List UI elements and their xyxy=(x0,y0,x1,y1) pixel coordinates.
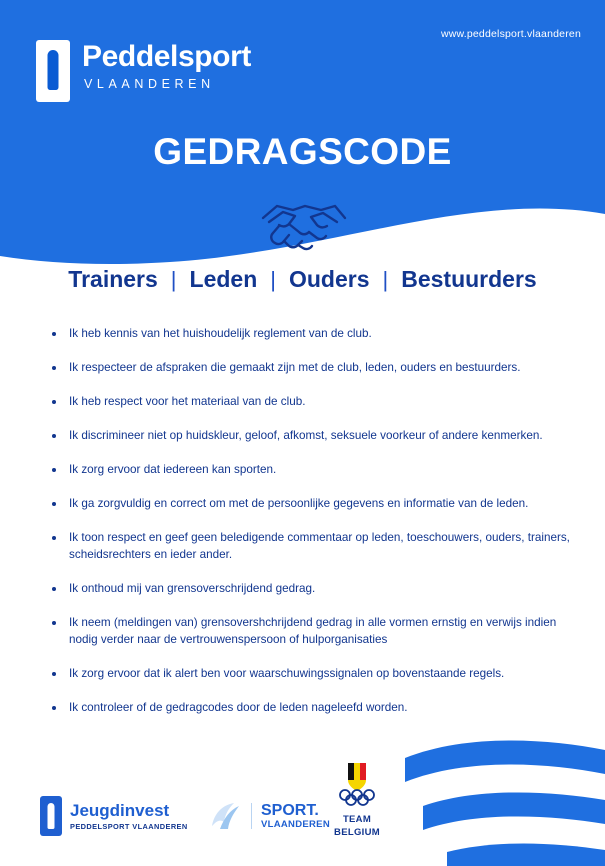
bullet-icon xyxy=(52,587,56,591)
rule-text: Ik onthoud mij van grensoverschrijdend gedrag. xyxy=(69,582,316,595)
sport-name: SPORT. xyxy=(261,801,319,819)
logo-region: VLAANDEREN xyxy=(84,77,215,91)
rule-text: Ik respecteer de afspraken die gemaakt zijn met de club, leden, ouders en bestuurders. xyxy=(69,361,521,374)
rule-text: Ik neem (meldingen van) grensovershchrijdend gedrag in alle vormen ernstig en verwijs indien nodig verder naar de vertrouwenspersoon of hulporganisaties xyxy=(69,616,557,646)
list-item xyxy=(44,529,574,563)
team-belgium-line1: TEAM xyxy=(342,814,372,825)
list-item xyxy=(44,461,574,478)
audience-item-trainers: Trainers xyxy=(68,266,158,292)
bullet-icon xyxy=(52,332,56,336)
list-item xyxy=(44,580,574,597)
list-item xyxy=(44,427,574,444)
bullet-icon xyxy=(52,621,56,625)
rule-text: Ik ga zorgvuldig en correct om met de persoonlijke gegevens en informatie van de leden. xyxy=(69,497,529,510)
bullet-icon xyxy=(52,468,56,472)
paddle-icon xyxy=(40,796,62,836)
olympic-rings-icon xyxy=(335,763,379,807)
page-title: GEDRAGSCODE xyxy=(153,131,452,172)
team-belgium-logo xyxy=(322,763,392,838)
bullet-icon xyxy=(52,400,56,404)
sport-vlaanderen-icon xyxy=(208,800,242,832)
rule-text: Ik controleer of de gedragcodes door de leden nageleefd worden. xyxy=(69,701,408,714)
sport-vlaanderen-logo xyxy=(208,800,330,832)
rule-text: Ik zorg ervoor dat ik alert ben voor waarschuwingssignalen op bovenstaande regels. xyxy=(69,667,505,680)
bullet-icon xyxy=(52,502,56,506)
footer-logos xyxy=(0,764,605,844)
rule-text: Ik discrimineer niet op huidskleur, geloof, afkomst, seksuele voorkeur of andere kenmerken. xyxy=(69,429,543,442)
bullet-icon xyxy=(52,536,56,540)
list-item xyxy=(44,495,574,512)
divider xyxy=(251,803,252,829)
audience-row xyxy=(0,266,605,293)
handshake-icon xyxy=(259,202,347,259)
list-item xyxy=(44,359,574,376)
bullet-icon xyxy=(52,366,56,370)
website-url[interactable]: www.peddelsport.vlaanderen xyxy=(440,28,581,40)
audience-item-bestuurders: Bestuurders xyxy=(401,266,537,292)
audience-item-ouders: Ouders xyxy=(288,266,370,292)
list-item xyxy=(44,325,574,342)
bullet-icon xyxy=(52,672,56,676)
jeugdinvest-subtitle: PEDDELSPORT VLAANDEREN xyxy=(70,821,188,831)
bullet-icon xyxy=(52,706,56,710)
rule-text: Ik heb respect voor het materiaal van de club. xyxy=(69,395,306,408)
rules-list xyxy=(44,325,574,733)
rule-text: Ik zorg ervoor dat iedereen kan sporten. xyxy=(69,463,277,476)
jeugdinvest-logo xyxy=(40,796,188,836)
list-item xyxy=(44,699,574,716)
audience-item-leden: Leden xyxy=(189,266,258,292)
list-item xyxy=(44,393,574,410)
jeugdinvest-name: Jeugdinvest xyxy=(70,800,170,820)
team-belgium-line2: BELGIUM xyxy=(334,827,380,838)
bullet-icon xyxy=(52,434,56,438)
audience-separator: | xyxy=(170,266,177,292)
rule-text: Ik toon respect en geef geen beledigende commentaar op leden, toeschouwers, ouders, trainers, scheidsrechters en ieder ander. xyxy=(69,531,570,561)
rule-text: Ik heb kennis van het huishoudelijk reglement van de club. xyxy=(69,327,372,340)
sport-subtitle: VLAANDEREN xyxy=(261,818,330,830)
logo-name: Peddelsport xyxy=(82,40,251,73)
audience-separator: | xyxy=(382,266,389,292)
list-item xyxy=(44,614,574,648)
list-item xyxy=(44,665,574,682)
audience-separator: | xyxy=(270,266,276,292)
paddle-icon xyxy=(36,40,70,102)
peddelsport-logo xyxy=(36,40,251,102)
